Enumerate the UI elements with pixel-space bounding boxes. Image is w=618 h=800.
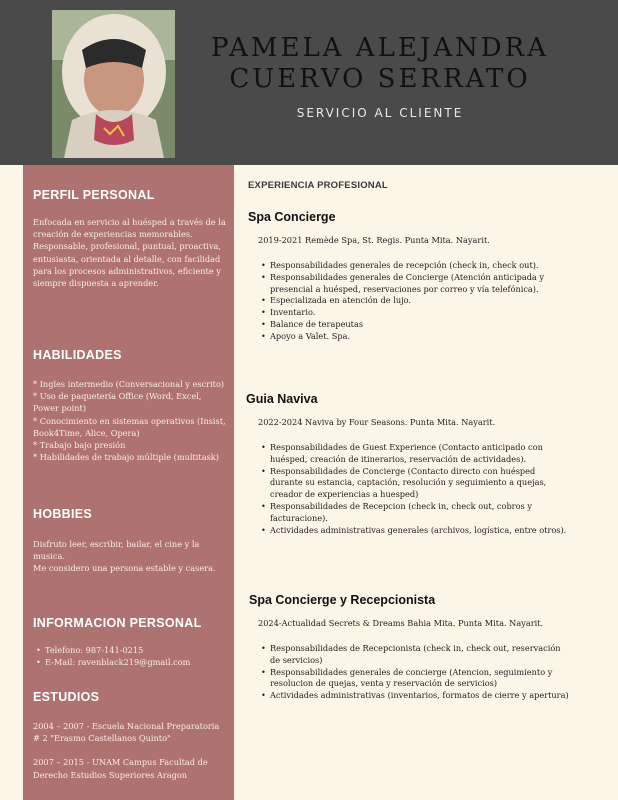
profile-text-2: Responsable, profesional, puntual, proactiva, entusiasta, orientada al detalle, con facilidad para los procesos administrativos, eficiente y siempre dispuesta a aprender. [33,241,221,289]
hobbies-text [33,538,228,575]
profile-text [33,216,228,289]
duty-item: • Responsabilidades generales de recepción (check in, check out). [270,260,570,272]
duty-item: • Inventario. [270,307,570,319]
sidebar [23,165,234,800]
job-meta: 2024-Actualidad Secrets & Dreams Bahia Mita. Punta Mita. Nayarit. [258,618,544,628]
hobbies-heading: HOBBIES [33,507,93,521]
job-duties [270,442,570,536]
job-title: Spa Concierge [248,210,336,224]
duty-item: • Responsabilidades generales de concierge (Atencion, seguimiento y resolucion de quejas, venta y reservación de servicios) [270,667,570,691]
skill-item: * Conocimiento en sistemas operativos (Insist, Book4Time, Alice, Opera) [33,415,226,438]
duty-item: • Actividades administrativas generales (archivos, logística, entre otros). [270,525,570,537]
job-meta: 2019-2021 Remède Spa, St. Regis. Punta Mita. Nayarit. [258,235,490,245]
studies-heading: ESTUDIOS [33,690,100,704]
job-title: Spa Concierge y Recepcionista [249,593,436,607]
job-duties [270,260,570,343]
hobbies-text-1: Disfruto leer, escribir, bailar, el cine y la musica. [33,539,200,562]
skills-list [33,378,228,463]
study-item-1: 2004 – 2007 - Escuela Nacional Preparatoria # 2 "Erasmo Castellanos Quinto" [33,721,220,744]
duty-item: • Balance de terapeutas [270,319,570,331]
duty-item: • Especializada en atención de lujo. [270,295,570,307]
experience-heading: EXPERIENCIA PROFESIONAL [248,180,388,191]
candidate-name [195,33,565,95]
candidate-role: SERVICIO AL CLIENTE [296,106,464,120]
candidate-name-line2: CUERVO SERRATO [229,64,531,94]
personal-info-list [33,644,228,668]
job-meta: 2022-2024 Naviva by Four Seasons. Punta Mita. Nayarit. [258,417,496,427]
email-item: • E-Mail: ravenblack219@gmail.com [33,656,228,668]
skill-item: * Uso de paquetería Office (Word, Excel, Power point) [33,391,202,414]
duty-item: • Actividades administrativas (inventarios, formatos de cierre y apertura) [270,690,570,702]
duty-item: • Apoyo a Valet. Spa. [270,331,570,343]
duty-item: • Responsabilidades generales de Concierge (Atención anticipada y presencial a huésped, reservaciones por correo y vía telefónica). [270,272,570,296]
job-entry [248,392,608,536]
job-duties [270,643,570,702]
duty-item: • Responsabilidades de Guest Experience (Contacto anticipado con huésped, creación de itinerarios, reservación de actividades). [270,442,570,466]
job-entry [248,210,608,343]
job-title: Guia Naviva [246,392,318,406]
studies-text [33,720,228,781]
duty-item: • Responsabilidades de Concierge (Contacto directo con huésped durante su estancia, captación, resolución y seguimiento a quejas, creador de experiencias a huesped) [270,466,570,501]
skill-item: * Ingles intermedio (Conversacional y escrito) [33,379,225,389]
profile-text-1: Enfocada en servicio al huésped a través de la creación de experiencias memorables. [33,217,226,240]
candidate-name-line1: PAMELA ALEJANDRA [211,33,549,63]
profile-photo [52,10,175,158]
profile-heading: PERFIL PERSONAL [33,188,155,202]
job-entry [248,593,608,702]
skills-heading: HABILIDADES [33,348,122,362]
study-item-2: 2007 – 2015 - UNAM Campus Facultad de Derecho Estudios Superiores Aragon [33,757,208,780]
skill-item: * Habilidades de trabajo múltiple (multitask) [33,452,219,463]
phone-item: • Telefono: 987-141-0215 [33,644,228,656]
duty-item: • Responsabilidades de Recepcion (check in, check out, cobros y facturacione). [270,501,570,525]
duty-item: • Responsabilidades de Recepcionista (check in, check out, reservación de servicios) [270,643,570,667]
skill-item: * Trabajo bajo presión [33,440,126,451]
hobbies-text-2: Me considero una persona estable y casera. [33,563,216,574]
header [0,0,618,165]
main-content [234,165,618,800]
personal-info-heading: INFORMACION PERSONAL [33,616,202,630]
